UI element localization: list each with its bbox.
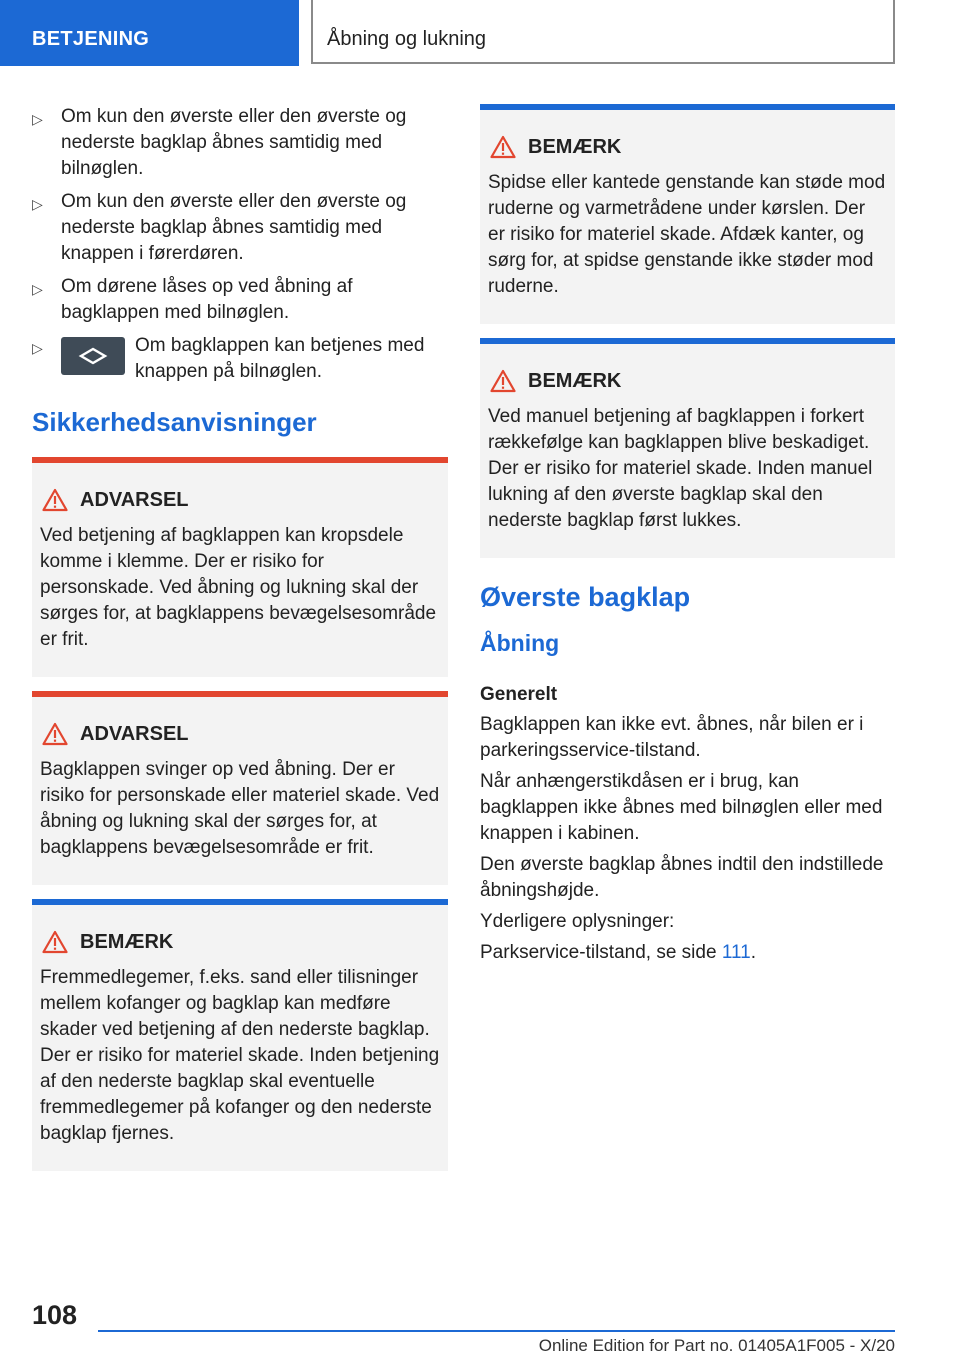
notice-box [32,899,448,1171]
left-column [32,104,448,1185]
cross-reference [480,940,895,966]
paragraph: Den øverste bagklap åbnes indtil den indstillede åbningshøjde. [480,854,884,901]
warning-triangle-icon [42,488,68,512]
box-title: ADVARSEL [80,723,189,745]
list-item [32,333,448,385]
box-text: Ved betjening af bagklappen kan kropsdele komme i klemme. Der er risiko for personskade. Ved åbning og lukning skal der sørges for, at bagklappens bevægelsesområde er frit. [40,525,437,650]
triangle-bullet-icon: ▷ [32,196,43,212]
box-text: Spidse eller kantede genstande kan støde mod ruderne og varmetrådene under kørslen. Der er risiko for materiel skade. Afdæk kanter, og sørg for, at spidse genstande ikke støder mod ruderne. [488,172,886,297]
notice-box [480,338,895,558]
footer-edition: Online Edition for Part no. 01405A1F005 - X/20 [538,1336,895,1355]
list-item-text: Om dørene låses op ved åbning af bagklappen med bilnøglen. [61,276,353,323]
warning-box [32,457,448,677]
reference-text: Parkservice-tilstand, se side [480,942,722,963]
right-column [480,104,895,971]
page-title: Åbning og lukning [311,0,895,64]
section-tab: BETJENING [0,0,299,66]
list-item [32,274,448,326]
triangle-bullet-icon: ▷ [32,111,43,127]
list-item-text: Om bagklappen kan betjenes med knappen på bilnøglen. [135,335,425,382]
paragraph-heading: Generelt [480,684,558,705]
triangle-bullet-icon: ▷ [32,340,43,356]
list-item-text: Om kun den øverste eller den øverste og nederste bagklap åbnes samtidig med bilnøglen. [61,106,407,179]
notice-box [480,104,895,324]
paragraph: Yderligere oplysninger: [480,911,675,932]
list-item [32,189,448,267]
reference-suffix: . [750,942,756,963]
tailgate-key-button-icon [61,337,125,375]
list-item [32,104,448,182]
notice-triangle-icon [490,369,516,393]
subsection-heading: Åbning [480,630,560,656]
paragraph: Når anhængerstikdåsen er i brug, kan bagklappen ikke åbnes med bilnøglen eller med knappen i kabinen. [480,771,883,844]
box-text: Fremmedlegemer, f.eks. sand eller tilisninger mellem kofanger og bagklap kan medføre skader ved betjening af den nederste bagklap. Der er risiko for materiel skade. Inden betjening af den nederste bagklap skal eventuelle fremmedlegemer på kofanger og den nederste bagklap fjernes. [40,967,440,1144]
triangle-bullet-icon: ▷ [32,281,43,297]
box-title: BEMÆRK [528,370,622,392]
notice-triangle-icon [42,930,68,954]
section-heading: Sikkerhedsanvisninger [32,407,317,437]
footer-divider [98,1330,895,1332]
notice-triangle-icon [490,135,516,159]
page-number: 108 [32,1300,78,1330]
paragraph: Bagklappen kan ikke evt. åbnes, når bilen er i parkeringsservice-tilstand. [480,714,864,761]
page-reference-link[interactable]: 111 [721,942,751,963]
warning-box [32,691,448,885]
box-text: Bagklappen svinger op ved åbning. Der er risiko for personskade eller materiel skade. Ved åbning og lukning skal der sørges for, at bagklappens bevægelsesområde er frit. [40,759,440,858]
list-item-text: Om kun den øverste eller den øverste og nederste bagklap åbnes samtidig med knappen i førerdøren. [61,191,407,264]
box-title: ADVARSEL [80,489,189,511]
warning-triangle-icon [42,722,68,746]
box-text: Ved manuel betjening af bagklappen i forkert rækkefølge kan bagklappen blive beskadiget. Der er risiko for materiel skade. Inden manuel lukning af den øverste bagklap skal den nederste bagklap først lukkes. [488,406,873,531]
box-title: BEMÆRK [528,136,622,158]
section-heading: Øverste bagklap [480,582,691,612]
box-title: BEMÆRK [80,931,174,953]
